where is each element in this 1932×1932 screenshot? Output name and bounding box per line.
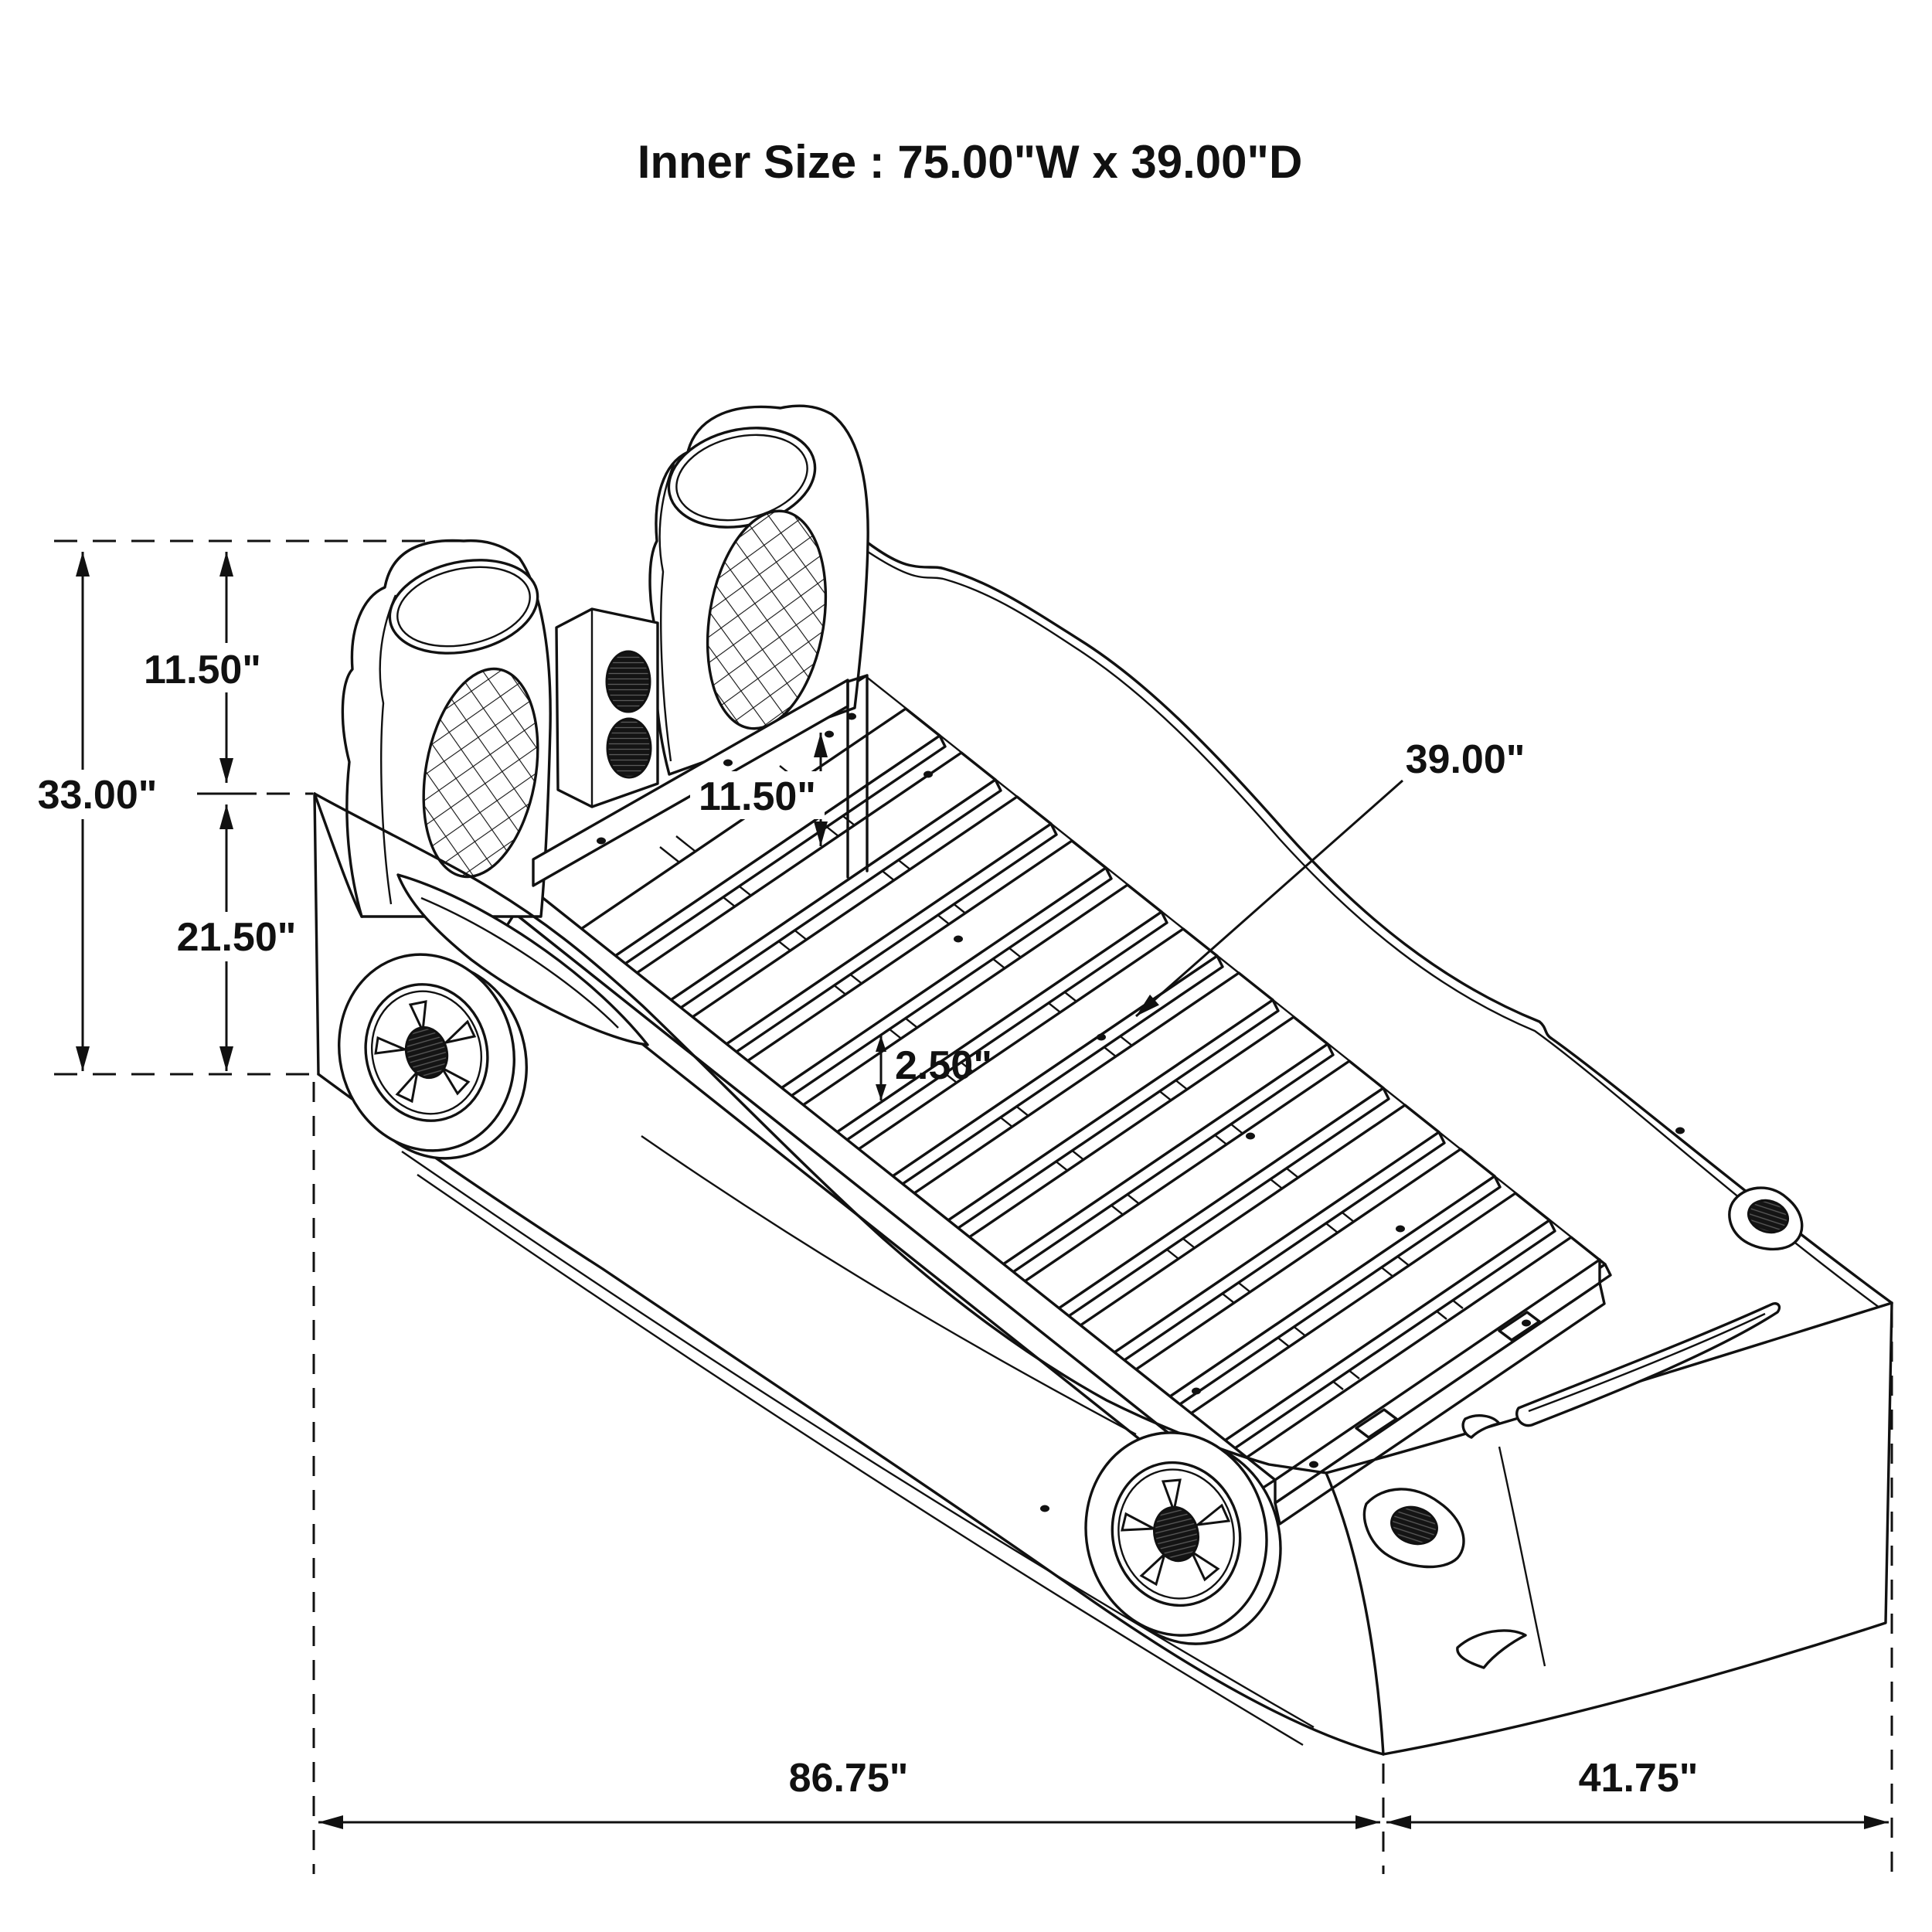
bumper-hook-slot-lower	[1458, 1631, 1526, 1668]
console-speaker-bottom	[607, 719, 651, 777]
dim-label-inner-depth: 39.00"	[1405, 737, 1526, 782]
dim-label-slat-thickness: 2.50"	[895, 1043, 992, 1088]
console-speaker-top	[607, 651, 650, 712]
dim-label-body-lower: 21.50"	[176, 915, 297, 960]
dim-label-headboard-upper: 11.50"	[144, 648, 261, 692]
seat-left	[342, 541, 553, 917]
car-bed-drawing	[315, 406, 1892, 1754]
leader-inner-depth	[1136, 781, 1403, 1016]
dim-label-overall-length: 86.75"	[788, 1756, 909, 1801]
seat-right	[650, 406, 868, 774]
dim-label-front-overhang: 41.75"	[1578, 1756, 1699, 1801]
page-title: Inner Size : 75.00"W x 39.00"D	[637, 136, 1303, 188]
headboard-console	[556, 609, 658, 807]
dim-label-total-height: 33.00"	[37, 773, 158, 818]
dim-label-headboard-clearance: 11.50"	[699, 774, 816, 819]
